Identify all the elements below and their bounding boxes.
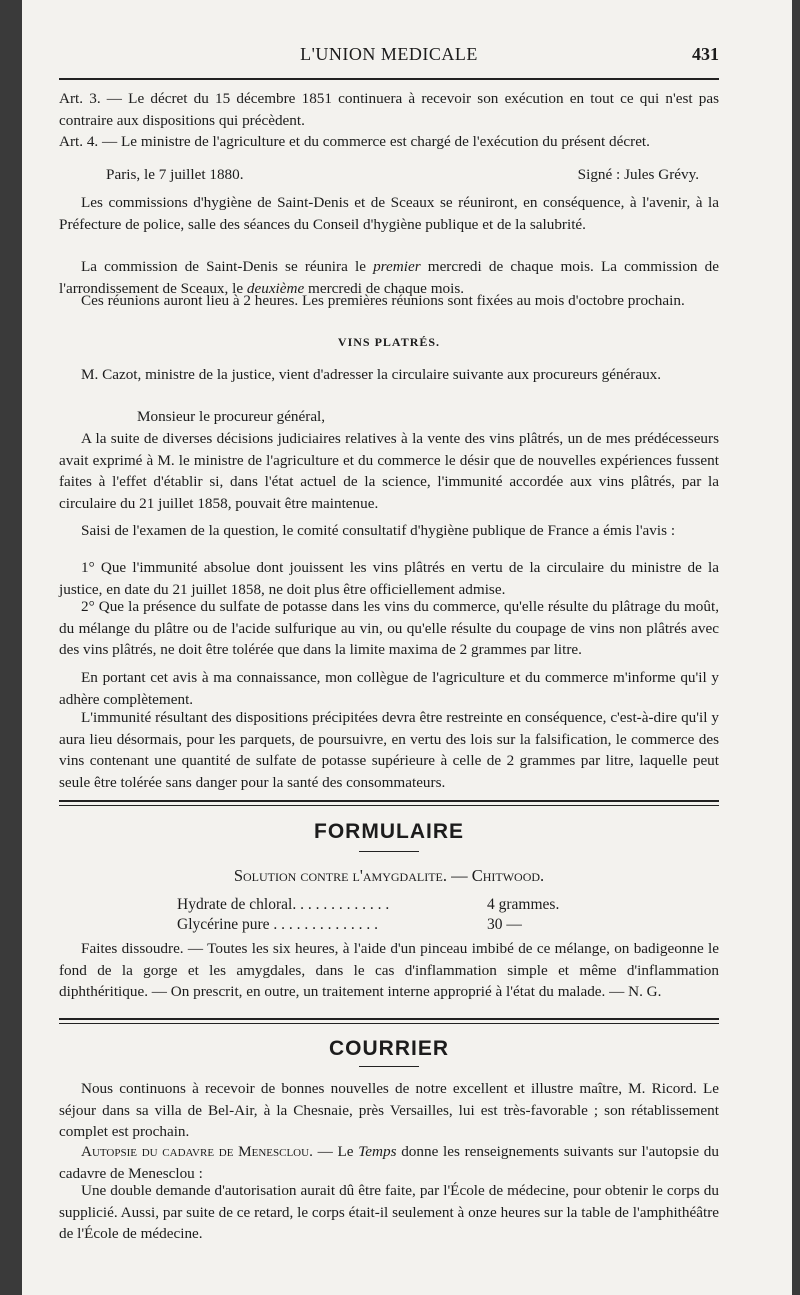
recipe-instructions: Faites dissoudre. — Toutes les six heures, à l'aide d'un pinceau imbibé de ce mélange, on badigeonne le fond de la gorge et les amygdales, dans le cas d'inflammation simple et même d'inflammation diphthéritique. — On prescrit, en outre, un traitement interne approprié à l'état du malade. — N. G. bbox=[59, 940, 719, 1000]
recipe-title: Solution contre l'amygdalite. — Chitwood. bbox=[233, 866, 545, 885]
decree-article-3: Art. 3. — Le décret du 15 décembre 1851 continuera à recevoir son exécution en tout ce qui n'est pas contraire aux dispositions qui précèdent. bbox=[59, 90, 719, 129]
vins-paragraph-5: En portant cet avis à ma connaissance, mon collègue de l'agriculture et du commerce m'informe qu'il y adhère complètement. bbox=[59, 669, 719, 708]
ingredient-quantity: 4 grammes. bbox=[487, 896, 560, 913]
vins-paragraph-3: 1° Que l'immunité absolue dont jouissent les vins plâtrés en vertu de la circulaire du ministre de la justice, en date du 21 juillet 1858, ne doit plus être officiellement admise. bbox=[59, 559, 719, 598]
courrier-paragraph-3: Une double demande d'autorisation aurait dû être faite, par l'École de médecine, pour obtenir le corps du supplicié. Aussi, par suite de ce retard, le corps était-il seulement à onze heures sur la table de l'amphithéâtre de l'École de médecine. bbox=[59, 1182, 719, 1242]
section-rule bbox=[59, 800, 719, 806]
commissions-paragraph-1: Les commissions d'hygiène de Saint-Denis et de Sceaux se réuniront, en conséquence, à l'avenir, à la Préfecture de police, salle des séances du Conseil d'hygiène publique et de la salubrité. bbox=[59, 194, 719, 233]
text-run: — Le bbox=[312, 1143, 359, 1160]
decree-signature-line bbox=[59, 164, 719, 186]
vins-paragraph-6: L'immunité résultant des dispositions précipitées devra être restreinte en conséquence, c'est-à-dire qu'il y aura lieu désormais, pour les parquets, de poursuivre, en vertu des lois sur la falsification, le commerce des vins contenant une quantité de sulfate de potasse supérieure à celle de 2 grammes par litre, laquelle peut seule être tolérée sans danger pour la santé des consommateurs. bbox=[59, 709, 719, 791]
text-run: mercredi de chaque mois. bbox=[304, 279, 465, 297]
section-rule bbox=[59, 1018, 719, 1024]
formulaire-heading: FORMULAIRE bbox=[314, 820, 464, 843]
emphasis-premier: premier bbox=[373, 258, 421, 275]
ingredient-row bbox=[177, 896, 559, 914]
page-number: 431 bbox=[692, 44, 719, 64]
autopsie-lead: Autopsie du cadavre de Menesclou. bbox=[81, 1143, 313, 1160]
courrier-heading: COURRIER bbox=[328, 1037, 449, 1060]
courrier-paragraph-1: Nous continuons à recevoir de bonnes nouvelles de notre excellent et illustre maître, M. Ricord. Le séjour dans sa villa de Bel-Air, à la Chesnaie, près Versailles, lui est très-favorable ; son rétablissement complet est prochain. bbox=[59, 1080, 719, 1140]
heading-underline bbox=[359, 851, 419, 852]
decree-signature: Signé : Jules Grévy. bbox=[577, 166, 699, 183]
text-run: mercredi de chaque mois. La commission de l'arrondissement de Sceaux, le bbox=[59, 258, 719, 297]
ingredient-name: Hydrate de chloral. . . . . . . . . . . . . bbox=[177, 896, 390, 913]
vins-salutation: Monsieur le procureur général, bbox=[137, 408, 326, 425]
ingredient-quantity: 30 — bbox=[487, 916, 522, 933]
page bbox=[22, 0, 792, 1295]
decree-place-date: Paris, le 7 juillet 1880. bbox=[106, 166, 244, 183]
running-header bbox=[59, 44, 719, 70]
vins-paragraph-2: Saisi de l'examen de la question, le comité consultatif d'hygiène publique de France a émis l'avis : bbox=[81, 522, 676, 539]
newspaper-title: Temps bbox=[358, 1143, 397, 1160]
ingredient-name: Glycérine pure . . . . . . . . . . . . . . bbox=[177, 916, 379, 933]
ingredient-row bbox=[177, 916, 522, 934]
text-run: La commission de Saint-Denis se réunira le bbox=[81, 258, 374, 275]
commissions-paragraph-3: Ces réunions auront lieu à 2 heures. Les premières réunions sont fixées au mois d'octobre prochain. bbox=[81, 292, 685, 309]
text-run: donne les renseignements suivants sur l'autopsie du cadavre de Menesclou : bbox=[59, 1143, 719, 1182]
heading-underline bbox=[359, 1066, 419, 1067]
emphasis-deuxieme: deuxième bbox=[246, 279, 305, 297]
vins-intro: M. Cazot, ministre de la justice, vient d'adresser la circulaire suivante aux procureurs généraux. bbox=[81, 366, 662, 383]
vins-paragraph-4: 2° Que la présence du sulfate de potasse dans les vins du commerce, qu'elle résulte du plâtrage du moût, du mélange du plâtre ou de l'acide sulfurique au vin, ou qu'elle résulte du coupage de vins non plâtrés avec des vins plâtrés, ne doit être tolérée que dans la limite maxima de 2 grammes par litre. bbox=[59, 598, 719, 658]
vins-heading: VINS PLATRÉS. bbox=[337, 335, 441, 349]
journal-title: L'UNION MEDICALE bbox=[300, 44, 478, 64]
vins-paragraph-1: A la suite de diverses décisions judiciaires relatives à la vente des vins plâtrés, un de mes prédécesseurs avait exprimé à M. le ministre de l'agriculture et du commerce le désir que de nouvelles expériences fussent faites à l'effet d'établir si, dans l'état actuel de la science, l'immunité accordée aux vins plâtrés, par la circulaire du 21 juillet 1858, pouvait être maintenue. bbox=[59, 430, 719, 512]
decree-article-4: Art. 4. — Le ministre de l'agriculture et du commerce est chargé de l'exécution du présent décret. bbox=[59, 133, 650, 150]
header-rule bbox=[59, 78, 719, 80]
courrier-paragraph-2 bbox=[59, 1141, 719, 1184]
